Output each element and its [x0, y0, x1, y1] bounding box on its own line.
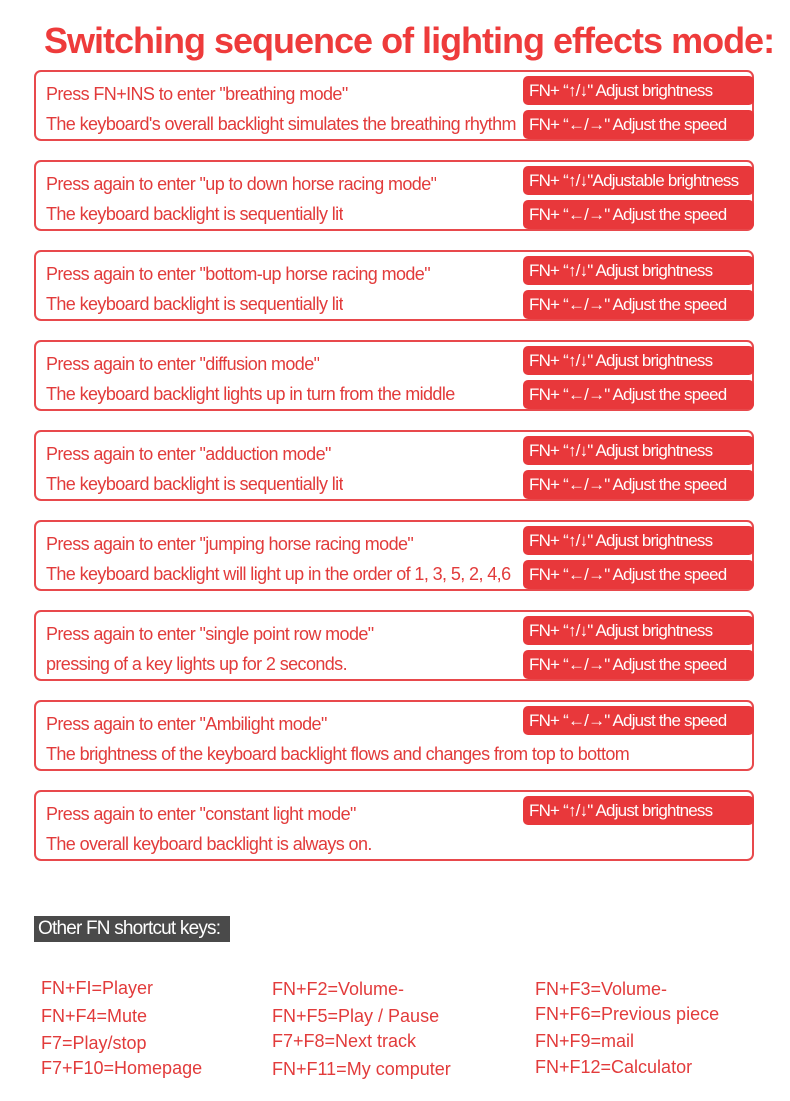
shortcut-item: FN+F12=Calculator — [535, 1057, 693, 1077]
shortcut-item: FN+FI=Player — [41, 978, 154, 998]
mode-description: Press again to enter "Ambilight mode" — [46, 714, 327, 734]
shortcut-item: F7+F8=Next track — [272, 1031, 417, 1051]
mode-detail: The keyboard backlight lights up in turn from the middle — [46, 384, 455, 404]
mode-box-up-to-down — [34, 160, 754, 231]
mode-description: Press again to enter "bottom-up horse racing mode" — [46, 264, 431, 284]
mode-description: Press again to enter "jumping horse racing mode" — [46, 534, 414, 554]
shortcut-item: FN+F9=mail — [535, 1031, 635, 1051]
mode-detail: The brightness of the keyboard backlight flows and changes from top to bottom — [46, 744, 630, 764]
mode-box-diffusion — [34, 340, 754, 411]
brightness-hint-badge: FN+ “↑/↓"Adjustable brightness — [523, 166, 754, 195]
mode-detail: The keyboard backlight is sequentially lit — [46, 474, 343, 494]
mode-description: Press again to enter "up to down horse racing mode" — [46, 174, 437, 194]
shortcut-item: FN+F2=Volume- — [272, 979, 405, 999]
mode-description: Press again to enter "adduction mode" — [46, 444, 331, 464]
shortcut-item: FN+F11=My computer — [272, 1059, 451, 1079]
brightness-hint-badge: FN+ “↑/↓" Adjust brightness — [523, 796, 754, 825]
mode-box-ambilight — [34, 700, 754, 771]
brightness-hint-badge: FN+ “↑/↓" Adjust brightness — [523, 526, 754, 555]
mode-detail: The keyboard backlight is sequentially lit — [46, 294, 343, 314]
speed-hint-badge: FN+ “←/→" Adjust the speed — [523, 110, 754, 139]
shortcut-item: FN+F6=Previous piece — [535, 1004, 720, 1024]
speed-hint-badge: FN+ “←/→" Adjust the speed — [523, 470, 754, 499]
shortcut-heading: Other FN shortcut keys: — [34, 916, 230, 942]
mode-description: Press again to enter "single point row mode" — [46, 624, 374, 644]
speed-hint-badge: FN+ “←/→" Adjust the speed — [523, 200, 754, 229]
speed-hint-badge: FN+ “←/→" Adjust the speed — [523, 380, 754, 409]
brightness-hint-badge: FN+ “↑/↓" Adjust brightness — [523, 76, 754, 105]
speed-hint-badge: FN+ “←/→" Adjust the speed — [523, 706, 754, 735]
mode-box-constant — [34, 790, 754, 861]
mode-box-single-point — [34, 610, 754, 681]
mode-description: Press FN+INS to enter "breathing mode" — [46, 84, 348, 104]
mode-box-adduction — [34, 430, 754, 501]
page-title: Switching sequence of lighting effects mode: — [44, 20, 775, 61]
mode-box-jumping — [34, 520, 754, 591]
mode-detail: The keyboard backlight will light up in the order of 1, 3, 5, 2, 4,6 — [46, 564, 511, 584]
mode-description: Press again to enter "diffusion mode" — [46, 354, 320, 374]
shortcut-item: F7=Play/stop — [41, 1033, 147, 1053]
mode-detail: The keyboard's overall backlight simulates the breathing rhythm — [46, 114, 516, 134]
mode-description: Press again to enter "constant light mode" — [46, 804, 356, 824]
shortcut-item: F7+F10=Homepage — [41, 1058, 203, 1078]
mode-detail: The keyboard backlight is sequentially lit — [46, 204, 343, 224]
mode-detail: The overall keyboard backlight is always on. — [46, 834, 372, 854]
mode-box-bottom-up — [34, 250, 754, 321]
brightness-hint-badge: FN+ “↑/↓" Adjust brightness — [523, 436, 754, 465]
mode-detail: pressing of a key lights up for 2 seconds. — [46, 654, 347, 674]
brightness-hint-badge: FN+ “↑/↓" Adjust brightness — [523, 616, 754, 645]
speed-hint-badge: FN+ “←/→" Adjust the speed — [523, 290, 754, 319]
shortcut-item: FN+F5=Play / Pause — [272, 1006, 440, 1026]
speed-hint-badge: FN+ “←/→" Adjust the speed — [523, 560, 754, 589]
speed-hint-badge: FN+ “←/→" Adjust the speed — [523, 650, 754, 679]
brightness-hint-badge: FN+ “↑/↓" Adjust brightness — [523, 256, 754, 285]
mode-box-breathing — [34, 70, 754, 141]
shortcut-item: FN+F3=Volume- — [535, 979, 668, 999]
shortcut-item: FN+F4=Mute — [41, 1006, 148, 1026]
brightness-hint-badge: FN+ “↑/↓" Adjust brightness — [523, 346, 754, 375]
